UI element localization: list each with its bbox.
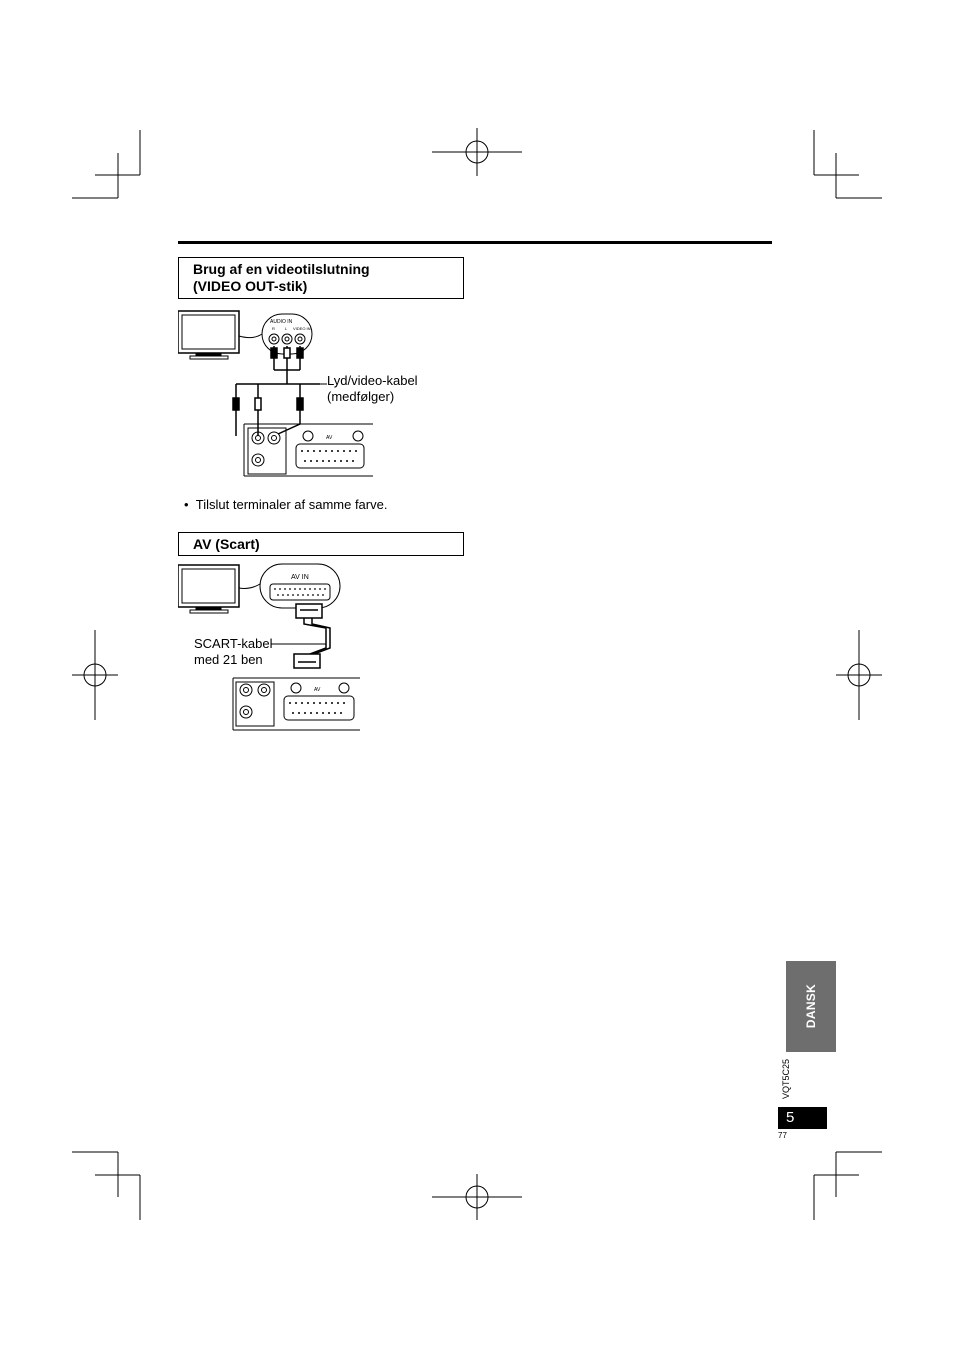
bullet-icon: •	[184, 497, 196, 512]
document-code: VQT5C25	[781, 1058, 791, 1100]
device-rear-panel-2	[233, 678, 360, 730]
top-rule	[178, 241, 772, 244]
scart-label-leader	[271, 640, 327, 648]
tv-icon-2	[178, 565, 239, 613]
cable-label-leader	[300, 378, 328, 386]
scart-cable	[294, 604, 330, 668]
tv-jack-r-label: R	[272, 326, 275, 331]
device-av-label-2: AV	[314, 687, 321, 693]
tv-av-in-label: AV IN	[291, 574, 309, 581]
cable-label	[327, 373, 418, 405]
language-tab-label: DANSK	[804, 983, 818, 1029]
cable-label-line-2: (medfølger)	[327, 389, 395, 404]
page-number: 5	[778, 1107, 827, 1129]
bullet-note	[184, 497, 387, 513]
device-av-label: AV	[326, 435, 333, 441]
bullet-note-text: Tilslut terminaler af samme farve.	[195, 497, 388, 512]
scart-label-line-2: med 21 ben	[194, 652, 263, 667]
language-tab	[786, 961, 836, 1052]
cable-label-line-1: Lyd/video-kabel	[327, 373, 418, 388]
section-heading-scart	[178, 532, 464, 556]
heading-line-1: Brug af en videotilslutning	[193, 261, 370, 277]
tv-jack-l-label: L	[285, 326, 288, 331]
tv-audio-in-label: AUDIO IN	[270, 319, 293, 325]
section-heading-video-out	[178, 257, 464, 299]
device-rear-panel	[244, 424, 373, 476]
tv-icon	[178, 311, 239, 359]
scart-cable-label	[194, 636, 273, 668]
tv-plugs	[271, 346, 303, 370]
tv-video-in-label: VIDEO IN	[293, 326, 311, 331]
scart-label-line-1: SCART-kabel	[194, 636, 273, 651]
page-sub-number: 77	[778, 1131, 787, 1140]
heading-line-2: (VIDEO OUT-stik)	[193, 278, 308, 294]
tv-scart-panel	[239, 564, 340, 608]
heading-scart-text: AV (Scart)	[193, 536, 260, 552]
